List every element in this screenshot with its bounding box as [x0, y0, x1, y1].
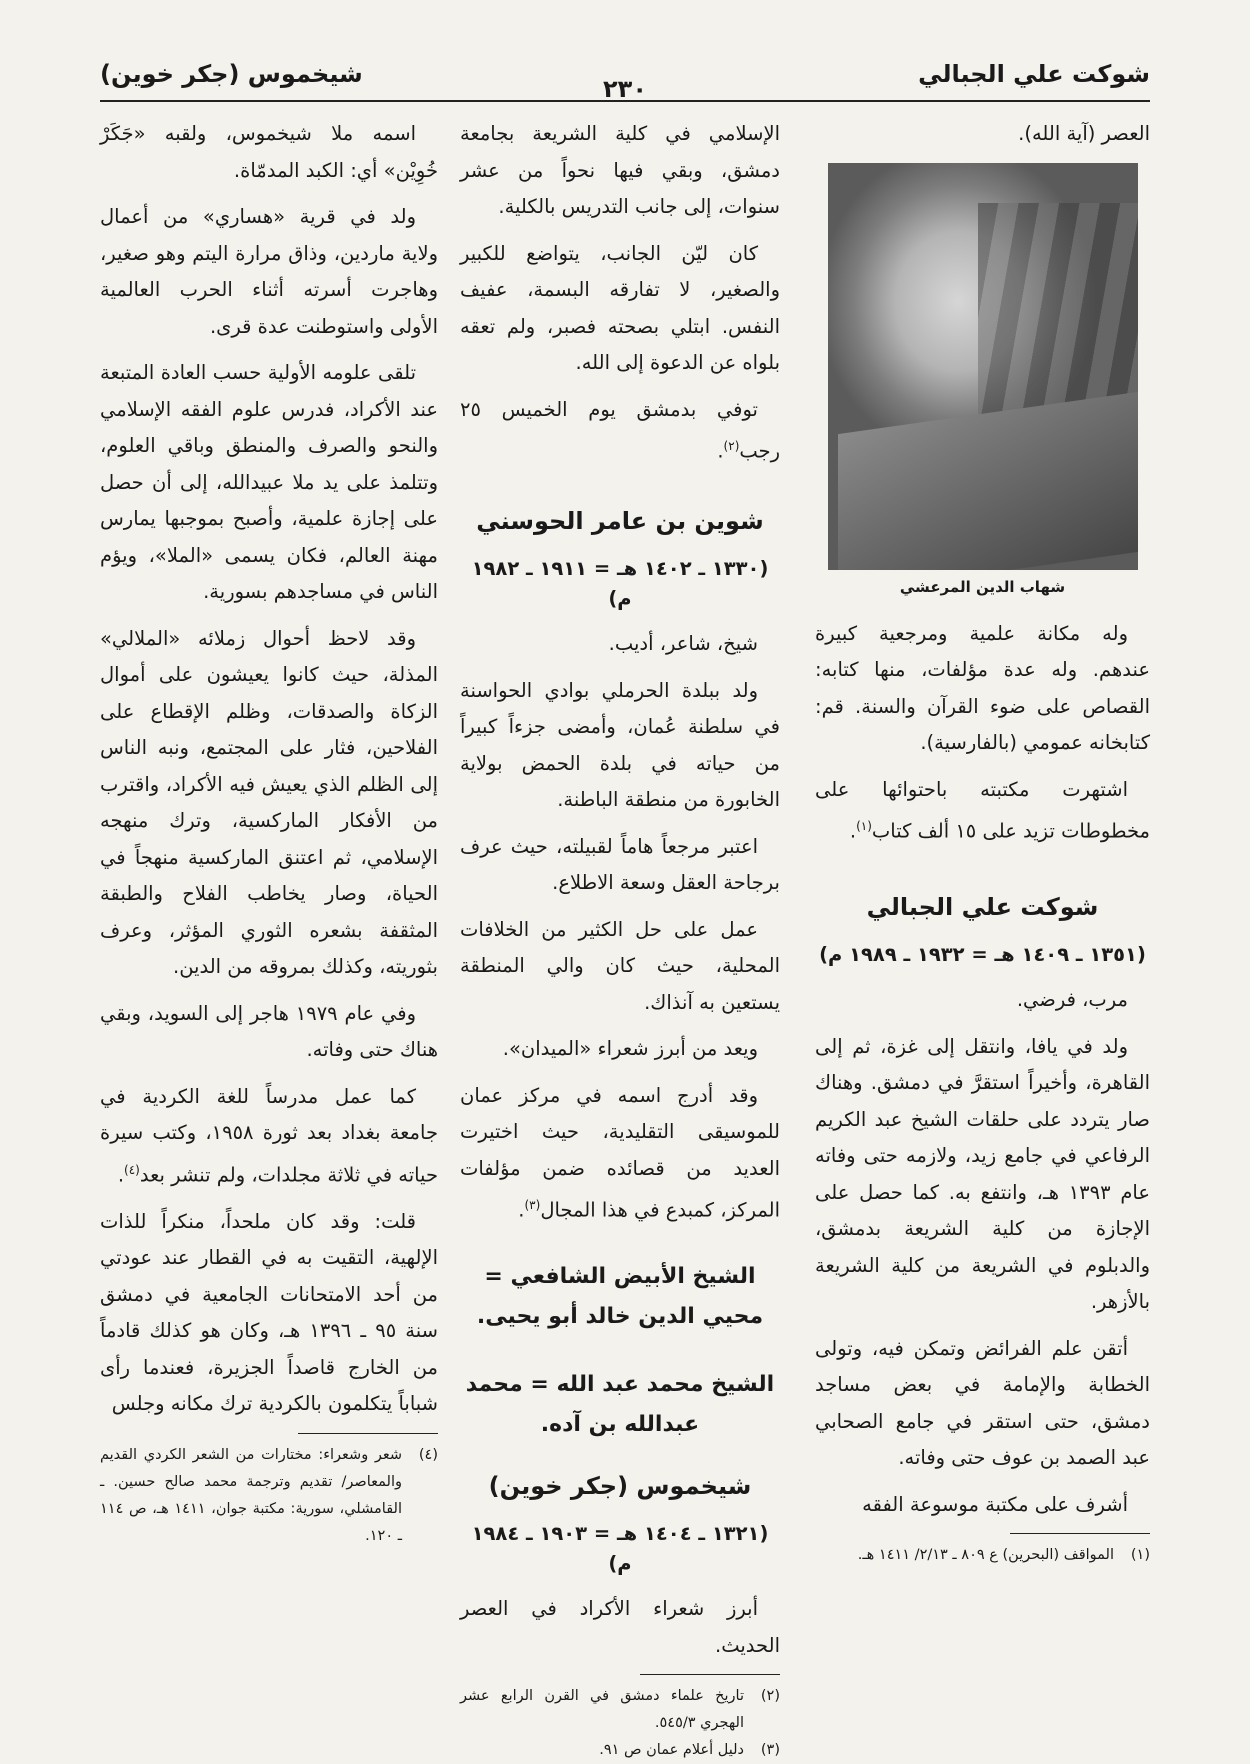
footnote-ref: (٢)	[723, 439, 740, 453]
paragraph: كما عمل مدرساً للغة الكردية في جامعة بغداد بعد ثورة ١٩٥٨، وكتب سيرة حياته في ثلاثة مجلدات، ولم تنشر بعد$^{(٤)}$.	[100, 1084, 438, 1186]
paragraph: اشتهرت مكتبته باحتوائها على مخطوطات تزيد على ١٥ ألف كتاب$^{(١)}$.	[815, 777, 1150, 843]
column-left	[100, 116, 438, 1550]
footnote-number: (٣)	[760, 1742, 780, 1758]
entry-dates: (١٣٥١ ـ ١٤٠٩ هـ = ١٩٣٢ ـ ١٩٨٩ م)	[819, 943, 1146, 966]
footnote-ref: (١)	[856, 819, 872, 833]
entry-heading: شيخموس (جكر خوين)	[488, 1472, 752, 1500]
entry-dates: (١٣٣٠ ـ ١٤٠٢ هـ = ١٩١١ ـ ١٩٨٢ م)	[471, 557, 769, 610]
paragraph: مرب، فرضي.	[1016, 988, 1128, 1011]
column-right	[815, 116, 1150, 1569]
cross-reference: الشيخ محمد عبد الله = محمد عبدالله بن آده.	[465, 1372, 775, 1437]
paragraph: توفي بدمشق يوم الخميس ٢٥ رجب$^{(٢)}$.	[460, 397, 780, 463]
paragraph: أبرز شعراء الأكراد في العصر الحديث.	[460, 1597, 780, 1657]
footnote-text: المواقف (البحرين) ع ٨٠٩ ـ ٢/١٣/ ١٤١١ هـ.	[857, 1547, 1114, 1563]
paragraph: كان ليّن الجانب، يتواضع للكبير والصغير، لا تفارقه البسمة، عفيف النفس. ابتلي بصحته فصبر، ولم تعقه بلواه عن الدعوة إلى الله.	[460, 241, 780, 374]
paragraph: اسمه ملا شيخموس، ولقبه «جَكَرْ خُوِيْن» أي: الكبد المدمّاة.	[100, 122, 438, 182]
paragraph: ولد في قرية «هساري» من أعمال ولاية ماردين، وذاق مرارة اليتم وهو صغير، وهاجرت أسرته أثناء الحرب العالمية الأولى واستوطنت عدة قرى.	[100, 205, 438, 338]
footnote-text: شعر وشعراء: مختارات من الشعر الكردي القديم والمعاصر/ تقديم وترجمة محمد صالح حسين. ـ القامشلي، سورية: مكتبة جوان، ١٤١١ هـ، ص ١١٤ ـ ١٢٠.	[100, 1446, 402, 1544]
paragraph: اعتبر مرجعاً هاماً لقبيلته، حيث عرف برجاحة العقل وسعة الاطلاع.	[460, 834, 780, 894]
footnote-ref: (٣)	[524, 1198, 541, 1212]
entry-heading: شوين بن عامر الحوسني	[476, 507, 764, 535]
page-header	[0, 0, 1250, 110]
header-rule	[100, 100, 1150, 102]
footnote-rule	[298, 1433, 438, 1434]
paragraph: ويعد من أبرز شعراء «الميدان».	[502, 1037, 758, 1060]
page-number: ٢٣٠	[603, 75, 647, 103]
paragraph: تلقى علومه الأولية حسب العادة المتبعة عند الأكراد، فدرس علوم الفقه الإسلامي والنحو والصرف والمنطق وباقي العلوم، وتتلمذ على يد ملا عبيدالله، إلى أن حصل على إجازة علمية، وأصبح بموجبها يمارس مهنة العالم، فكان يسمى «الملا»، ويؤم الناس في مساجدهم بسورية.	[100, 361, 438, 603]
paragraph: عمل على حل الكثير من الخلافات المحلية، حيث كان والي المنطقة يستعين به آنذاك.	[460, 917, 780, 1014]
paragraph: وقد لاحظ أحوال زملائه «الملالي» المذلة، حيث كانوا يعيشون على أموال الزكاة والصدقات، وظلم الإقطاع على الفلاحين، فثار على المجتمع، ونبه الناس إلى الظلم الذي يعيش فيه الأكراد، واقترب من الأفكار الماركسية، وترك منهجه الإسلامي، ثم اعتنق الماركسية منهجاً في الحياة، وصار يخاطب الفلاح والطبقة المثقفة بشعره الثوري المؤثر، وعرف بثوريته، وكذلك بمروقه من الدين.	[100, 626, 438, 978]
footnote	[460, 1683, 780, 1737]
footnote-ref: (٤)	[124, 1162, 140, 1177]
paragraph: قلت: وقد كان ملحداً، منكراً للذات الإلهية، التقيت به في القطار عند عودتي من أحد الامتحانات الجامعية في دمشق سنة ٩٥ ـ ١٣٩٦ هـ، وكان هو كذلك قادماً من الخارج قاصداً الجزيرة، فعندما رأى شباباً يتكلمون بالكردية ترك مكانه وجلس	[100, 1209, 438, 1415]
footnote-number: (٤)	[418, 1446, 438, 1463]
paragraph: وفي عام ١٩٧٩ هاجر إلى السويد، وبقي هناك حتى وفاته.	[100, 1001, 438, 1061]
paragraph: العصر (آية الله).	[1018, 122, 1150, 145]
paragraph: وقد أدرج اسمه في مركز عمان للموسيقى التقليدية، حيث اختيرت العديد من قصائده ضمن مؤلفات المركز، كمبدع في هذا المجال$^{(٣)}$.	[460, 1083, 780, 1222]
paragraph: ولد في يافا، وانتقل إلى غزة، ثم إلى القاهرة، وأخيراً استقرَّ في دمشق. وهناك صار يتردد على حلقات الشيخ عبد الكريم الرفاعي في جامع زيد، ولازمه حتى وفاته عام ١٣٩٣ هـ، وانتفع به. كما حصل على الإجازة من كلية الشريعة بدمشق، والدبلوم في الشريعة من كلية الشريعة بالأزهر.	[815, 1034, 1150, 1313]
photo-caption: شهاب الدين المرعشي	[899, 577, 1066, 596]
entry-heading: شوكت علي الجبالي	[866, 893, 1099, 921]
entry-dates: (١٣٢١ ـ ١٤٠٤ هـ = ١٩٠٣ ـ ١٩٨٤ م)	[471, 1522, 769, 1575]
footnote	[460, 1737, 780, 1764]
paragraph: شيخ، شاعر، أديب.	[608, 632, 758, 655]
portrait-photo	[828, 163, 1138, 570]
footnote	[815, 1542, 1150, 1569]
footnote-number: (١)	[1130, 1547, 1150, 1563]
paragraph: وله مكانة علمية ومرجعية كبيرة عندهم. وله عدة مؤلفات، منها كتابه: القصاص على ضوء القرآن والسنة. قم: كتابخانه عمومي (بالفارسية).	[815, 621, 1150, 754]
paragraph: أتقن علم الفرائض وتمكن فيه، وتولى الخطابة والإمامة في بعض مساجد دمشق، حتى استقر في جامع الصحابي عبد الصمد بن عوف حتى وفاته.	[815, 1336, 1150, 1469]
footnote-number: (٢)	[760, 1688, 780, 1704]
paragraph: ولد ببلدة الحرملي بوادي الحواسنة في سلطنة عُمان، وأمضى جزءاً كبيراً من حياته في بلدة الحمض بولاية الخابورة من منطقة الباطنة.	[460, 678, 780, 811]
paragraph: الإسلامي في كلية الشريعة بجامعة دمشق، وبقي فيها نحواً من عشر سنوات، إلى جانب التدريس بالكلية.	[460, 122, 780, 218]
paragraph: أشرف على مكتبة موسوعة الفقه	[862, 1492, 1128, 1516]
footnote-text: دليل أعلام عمان ص ٩١.	[599, 1742, 744, 1758]
running-head-right: شوكت علي الجبالي	[918, 60, 1150, 88]
footnote-text: تاريخ علماء دمشق في القرن الرابع عشر الهجري ٥٤٥/٣.	[460, 1688, 744, 1731]
footnote-rule	[640, 1674, 780, 1675]
column-middle	[460, 116, 780, 1764]
cross-reference: الشيخ الأبيض الشافعي = محيي الدين خالد أبو يحيى.	[476, 1264, 764, 1329]
footnote	[100, 1442, 438, 1550]
running-head-left: شيخموس (جكر خوين)	[100, 60, 363, 88]
footnote-rule	[1010, 1533, 1150, 1534]
